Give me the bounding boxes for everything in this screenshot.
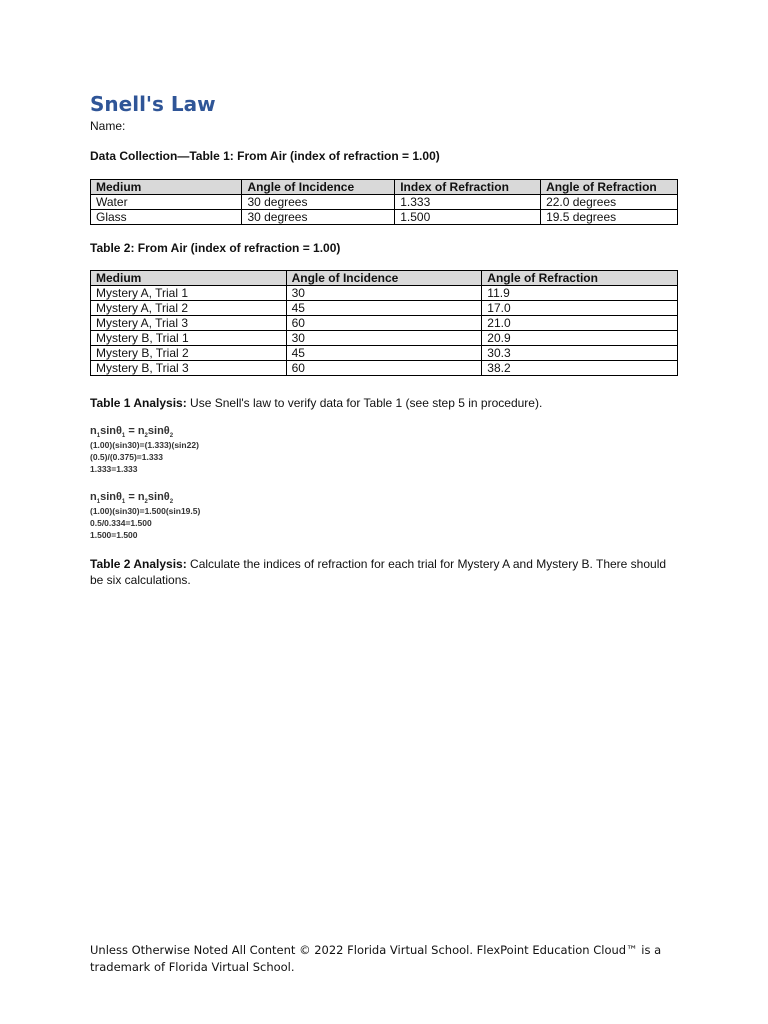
calculation-line: 0.5/0.334=1.500 <box>90 518 152 528</box>
table-cell: Mystery A, Trial 3 <box>91 316 287 331</box>
column-header-angle-of-refraction: Angle of Refraction <box>541 180 678 195</box>
name-label: Name: <box>90 119 126 133</box>
copyright-footer: Unless Otherwise Noted All Content © 2022 Florida Virtual School. FlexPoint Education Cloud™ is a trademark of Florida Virtual School. <box>90 943 662 974</box>
table-cell: Mystery A, Trial 1 <box>91 286 287 301</box>
table-header-row <box>91 271 678 286</box>
table-row <box>91 346 678 361</box>
column-header-index-of-refraction: Index of Refraction <box>395 180 541 195</box>
column-header-medium: Medium <box>91 180 242 195</box>
table-cell: Water <box>91 195 242 210</box>
calculation-line: (0.5)/(0.375)=1.333 <box>90 452 164 462</box>
table1-analysis-label: Table 1 Analysis: <box>90 396 187 410</box>
table-cell: 45 <box>286 301 482 316</box>
table-cell: 38.2 <box>482 361 678 376</box>
table2-analysis-text: Calculate the indices of refraction for each trial for Mystery A and Mystery B. There should be six calculations. <box>90 557 667 587</box>
table2-analysis <box>90 556 678 588</box>
table1 <box>90 179 678 225</box>
table-cell: 60 <box>286 316 482 331</box>
table-cell: Mystery B, Trial 3 <box>91 361 287 376</box>
table1-heading: Data Collection—Table 1: From Air (index of refraction = 1.00) <box>90 149 440 163</box>
calculation-line: 1.500=1.500 <box>90 530 138 540</box>
table-cell: 17.0 <box>482 301 678 316</box>
table-cell: 30 degrees <box>242 195 395 210</box>
table-row <box>91 286 678 301</box>
table-row <box>91 195 678 210</box>
table-cell: 20.9 <box>482 331 678 346</box>
table-cell: 19.5 degrees <box>541 210 678 225</box>
table2 <box>90 270 678 376</box>
table-cell: 21.0 <box>482 316 678 331</box>
table-cell: 30 degrees <box>242 210 395 225</box>
column-header-angle-of-incidence: Angle of Incidence <box>286 271 482 286</box>
table-cell: 22.0 degrees <box>541 195 678 210</box>
table-cell: Mystery B, Trial 2 <box>91 346 287 361</box>
column-header-medium: Medium <box>91 271 287 286</box>
table-cell: 11.9 <box>482 286 678 301</box>
table-cell: 30 <box>286 286 482 301</box>
column-header-angle-of-refraction: Angle of Refraction <box>482 271 678 286</box>
table-row <box>91 361 678 376</box>
table-row <box>91 316 678 331</box>
table-row <box>91 301 678 316</box>
table-row <box>91 331 678 346</box>
table2-heading: Table 2: From Air (index of refraction = 1.00) <box>90 241 341 255</box>
table1-analysis <box>90 395 678 411</box>
page-title: Snell's Law <box>90 92 216 116</box>
table1-analysis-text: Use Snell's law to verify data for Table 1 (see step 5 in procedure). <box>186 396 543 410</box>
table2-analysis-label: Table 2 Analysis: <box>90 557 187 571</box>
table-cell: Mystery A, Trial 2 <box>91 301 287 316</box>
calculation-line: (1.00)(sin30)=(1.333)(sin22) <box>90 440 199 450</box>
table-cell: 1.500 <box>395 210 541 225</box>
column-header-angle-of-incidence: Angle of Incidence <box>242 180 395 195</box>
table-cell: Glass <box>91 210 242 225</box>
calculation-line: 1.333=1.333 <box>90 464 138 474</box>
table-row <box>91 210 678 225</box>
snells-law-equation: $n_1\sin\theta_1 = n_2\sin\theta_2$ <box>90 491 174 506</box>
table-cell: 60 <box>286 361 482 376</box>
table-cell: 45 <box>286 346 482 361</box>
table-cell: 30.3 <box>482 346 678 361</box>
table-cell: 1.333 <box>395 195 541 210</box>
table-header-row <box>91 180 678 195</box>
table-cell: Mystery B, Trial 1 <box>91 331 287 346</box>
calculation-line: (1.00)(sin30)=1.500(sin19.5) <box>90 506 201 516</box>
snells-law-equation: $n_1\sin\theta_1 = n_2\sin\theta_2$ <box>90 425 174 440</box>
table-cell: 30 <box>286 331 482 346</box>
